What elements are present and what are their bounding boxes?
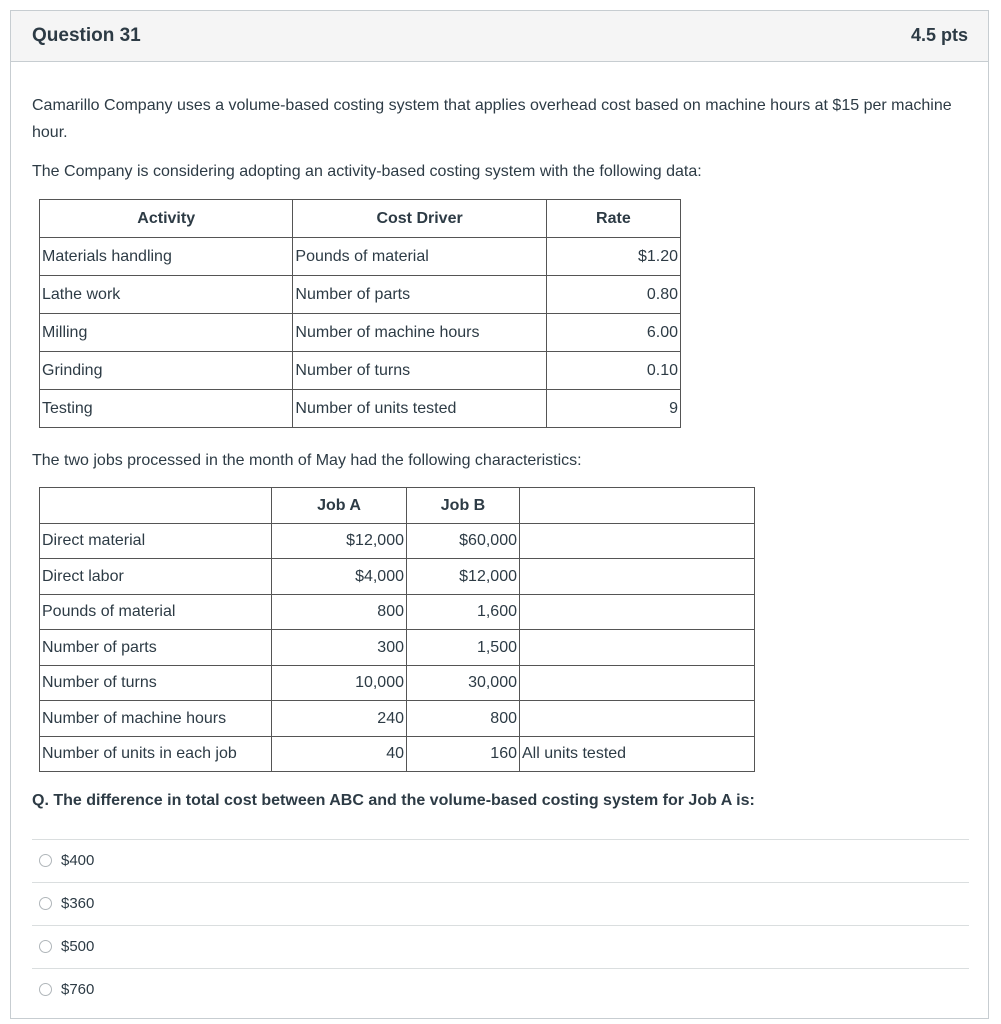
table-row <box>40 665 755 701</box>
table-cell: 800 <box>272 594 407 630</box>
table-row <box>40 352 681 390</box>
table-row <box>40 238 681 276</box>
answer-option[interactable] <box>32 968 969 1011</box>
answer-label[interactable]: $360 <box>61 895 95 912</box>
table-cell <box>520 665 755 701</box>
table-cell: 800 <box>407 701 520 737</box>
table-row <box>40 594 755 630</box>
table-cell: 9 <box>546 390 680 428</box>
table-cell <box>520 523 755 559</box>
radio-button[interactable] <box>39 940 52 953</box>
table-cell: Number of units tested <box>293 390 546 428</box>
table-row <box>40 701 755 737</box>
radio-button[interactable] <box>39 983 52 996</box>
table-cell: 240 <box>272 701 407 737</box>
table-row <box>40 523 755 559</box>
radio-button[interactable] <box>39 897 52 910</box>
answer-option[interactable] <box>32 925 969 968</box>
question-title: Question 31 <box>32 25 141 46</box>
table-cell <box>520 701 755 737</box>
question-lead: The Company is considering adopting an activity-based costing system with the following data: <box>32 163 702 180</box>
table-cell <box>520 630 755 666</box>
table-cell: Number of units in each job <box>40 736 272 772</box>
radio-button[interactable] <box>39 854 52 867</box>
table-cell: Direct labor <box>40 559 272 595</box>
table-cell: All units tested <box>520 736 755 772</box>
table-cell: 1,600 <box>407 594 520 630</box>
table-cell: Milling <box>40 314 293 352</box>
table-header: Job B <box>407 488 520 524</box>
table-row <box>40 276 681 314</box>
answer-label[interactable]: $400 <box>61 852 95 869</box>
table-cell: $4,000 <box>272 559 407 595</box>
question-header <box>11 11 988 62</box>
table-row <box>40 630 755 666</box>
table-header-row <box>40 488 755 524</box>
table-cell: 160 <box>407 736 520 772</box>
question-points: 4.5 pts <box>910 25 968 45</box>
table-row <box>40 314 681 352</box>
answer-list <box>32 839 969 1011</box>
table-cell: Number of machine hours <box>293 314 546 352</box>
activity-table <box>39 199 681 428</box>
table-cell: 0.10 <box>546 352 680 390</box>
table-header: Job A <box>272 488 407 524</box>
table-header: Cost Driver <box>293 200 546 238</box>
table-row <box>40 736 755 772</box>
table-header: Rate <box>546 200 680 238</box>
jobs-lead: The two jobs processed in the month of May had the following characteristics: <box>32 452 582 469</box>
question-card <box>10 10 989 1019</box>
table-cell: Pounds of material <box>293 238 546 276</box>
answer-option[interactable] <box>32 882 969 925</box>
table-header-row <box>40 200 681 238</box>
table-cell <box>520 594 755 630</box>
table-cell: Testing <box>40 390 293 428</box>
question-prompt: Q. The difference in total cost between ABC and the volume-based costing system for Job A is: <box>32 792 755 809</box>
table-cell: Number of parts <box>293 276 546 314</box>
table-cell: $1.20 <box>546 238 680 276</box>
table-row <box>40 390 681 428</box>
table-cell: Number of machine hours <box>40 701 272 737</box>
table-cell: 40 <box>272 736 407 772</box>
table-cell: Number of parts <box>40 630 272 666</box>
table-cell: Number of turns <box>293 352 546 390</box>
table-header <box>40 488 272 524</box>
table-row <box>40 559 755 595</box>
table-cell: 1,500 <box>407 630 520 666</box>
table-cell: Materials handling <box>40 238 293 276</box>
table-cell <box>520 559 755 595</box>
table-cell: 10,000 <box>272 665 407 701</box>
table-cell: Direct material <box>40 523 272 559</box>
jobs-table <box>39 487 755 772</box>
table-cell: $12,000 <box>407 559 520 595</box>
table-cell: 0.80 <box>546 276 680 314</box>
answer-option[interactable] <box>32 839 969 882</box>
answer-label[interactable]: $500 <box>61 938 95 955</box>
table-cell: Number of turns <box>40 665 272 701</box>
table-cell: $12,000 <box>272 523 407 559</box>
table-cell: 300 <box>272 630 407 666</box>
table-cell: 6.00 <box>546 314 680 352</box>
table-cell: $60,000 <box>407 523 520 559</box>
table-cell: Grinding <box>40 352 293 390</box>
table-header <box>520 488 755 524</box>
table-cell: 30,000 <box>407 665 520 701</box>
answer-label[interactable]: $760 <box>61 981 95 998</box>
question-intro: Camarillo Company uses a volume-based costing system that applies overhead cost based on machine hours at $15 per machine hour. <box>32 97 952 141</box>
table-cell: Lathe work <box>40 276 293 314</box>
table-cell: Pounds of material <box>40 594 272 630</box>
table-header: Activity <box>40 200 293 238</box>
